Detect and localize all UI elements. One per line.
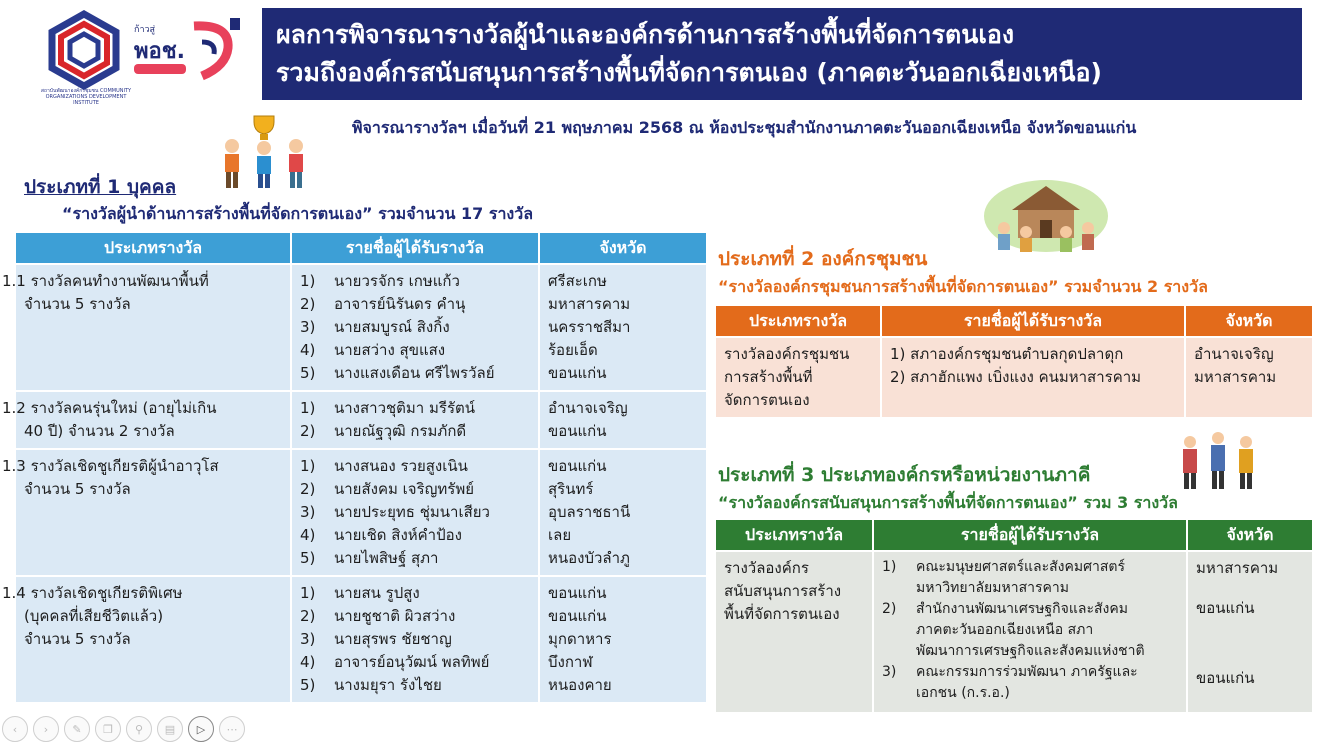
item-number: 2)	[300, 295, 316, 313]
partners-illustration	[1174, 428, 1264, 492]
recipients-cell	[292, 450, 538, 575]
item-number: 2)	[300, 607, 316, 625]
province-cell	[540, 450, 706, 575]
category-1-table	[2, 231, 708, 704]
award-category-cell	[2, 450, 290, 575]
recipient-item	[300, 605, 530, 628]
recipient-name: นายสว่าง สุขแสง	[334, 341, 446, 359]
province-cell	[540, 577, 706, 702]
table-header-row	[716, 306, 1312, 336]
more-icon[interactable]: ⋯	[219, 716, 245, 742]
award-category-line: 1.1 รางวัลคนทำงานพัฒนาพื้นที่	[2, 272, 209, 290]
recipient-item	[300, 547, 530, 570]
recipient-item: 2) สภาฮักแพง เบิ่งแงง คนมหาสารคาม	[890, 368, 1142, 386]
item-number: 5)	[300, 364, 316, 382]
column-header-province: จังหวัด	[1188, 520, 1312, 550]
item-number: 3)	[300, 503, 316, 521]
title-line-2: รวมถึงองค์กรสนับสนุนการสร้างพื้นที่จัดการตนเอง (ภาคตะวันออกเฉียงเหนือ)	[276, 58, 1102, 87]
window-icon[interactable]: ▤	[157, 716, 183, 742]
award-category-line: 1.4 รางวัลเชิดชูเกียรติพิเศษ	[2, 584, 183, 602]
recipient-item	[300, 420, 530, 443]
award-category-cell	[2, 392, 290, 448]
province: ร้อยเอ็ด	[548, 341, 598, 359]
recipient-name-line: คณะมนุษยศาสตร์และสังคมศาสตร์	[916, 559, 1126, 575]
recipient-item	[300, 293, 530, 316]
province: ขอนแก่น	[548, 584, 607, 602]
category-2-title: ประเภทที่ 2 องค์กรชุมชน	[718, 248, 928, 270]
recipient-name: นายเชิด สิงห์คำป้อง	[334, 526, 462, 544]
title-line-1: ผลการพิจารณารางวัลผู้นำและองค์กรด้านการสร้างพื้นที่จัดการตนเอง	[276, 20, 1015, 49]
copy-icon[interactable]: ❐	[95, 716, 121, 742]
item-number: 2)	[300, 422, 316, 440]
recipient-item	[300, 339, 530, 362]
recipients-cell	[292, 265, 538, 390]
recipient-item	[300, 582, 530, 605]
province: มุกดาหาร	[548, 630, 612, 648]
province: อำนาจเจริญ	[548, 399, 628, 417]
recipient-name-line: เอกชน (ก.ร.อ.)	[916, 685, 1010, 701]
award-category-line: จัดการตนเอง	[724, 391, 810, 409]
province-cell	[540, 265, 706, 390]
award-category-cell	[716, 552, 872, 712]
item-number: 2)	[300, 480, 316, 498]
column-header-award-type: ประเภทรางวัล	[716, 520, 872, 550]
recipient-item	[300, 455, 530, 478]
recipient-name: นายวรจักร เกษแก้ว	[334, 272, 460, 290]
title-banner	[262, 8, 1302, 100]
item-number: 1)	[300, 399, 316, 417]
table-row	[16, 392, 706, 448]
item-number: 3)	[882, 664, 897, 680]
item-number: 5)	[300, 676, 316, 694]
video-icon[interactable]: ▷	[188, 716, 214, 742]
pen-icon[interactable]: ✎	[64, 716, 90, 742]
category-1-subtitle: “รางวัลผู้นำด้านการสร้างพื้นที่จัดการตนเอง” รวมจำนวน 17 รางวัล	[62, 204, 534, 223]
recipient-item	[300, 524, 530, 547]
meeting-subtitle: พิจารณารางวัลฯ เมื่อวันที่ 21 พฤษภาคม 2568 ณ ห้องประชุมสำนักงานภาคตะวันออกเฉียงเหนือ จังหวัดขอนแก่น	[352, 118, 1137, 137]
column-header-recipients: รายชื่อผู้ได้รับรางวัล	[292, 233, 538, 263]
recipient-name: นายประยุทธ ชุ่มนาเสียว	[334, 503, 490, 521]
recipient-name: นายสมบูรณ์ สิงกิ้ง	[334, 318, 450, 336]
province: มหาสารคาม	[1194, 368, 1277, 386]
trophy-people-illustration	[214, 112, 314, 192]
recipient-name: อาจารย์นิรันดร คำนุ	[334, 295, 466, 313]
recipient-item	[300, 478, 530, 501]
recipients-cell	[292, 577, 538, 702]
recipient-item	[300, 316, 530, 339]
table-row	[16, 577, 706, 702]
province: บึงกาฬ	[548, 653, 593, 671]
recipient-item: 1) สภาองค์กรชุมชนตำบลกุดปลาดุก	[890, 345, 1124, 363]
award-category-line: รางวัลองค์กร	[724, 559, 809, 577]
recipient-name	[916, 599, 1145, 662]
anniversary-logo	[132, 16, 242, 88]
category-1-title: ประเภทที่ 1 บุคคล	[24, 176, 177, 198]
province: หนองคาย	[548, 676, 612, 694]
item-number: 1)	[882, 559, 897, 575]
province: ขอนแก่น	[548, 364, 607, 382]
item-number: 3)	[300, 630, 316, 648]
province-cell	[1186, 338, 1312, 417]
award-category-line: จำนวน 5 รางวัล	[24, 480, 131, 498]
award-category-cell	[2, 265, 290, 390]
recipient-name: อาจารย์อนุวัฒน์ พลทิพย์	[334, 653, 490, 671]
province: อำนาจเจริญ	[1194, 345, 1274, 363]
province: สุรินทร์	[548, 480, 594, 498]
column-header-award-type: ประเภทรางวัล	[16, 233, 290, 263]
table-row	[16, 265, 706, 390]
column-header-recipients: รายชื่อผู้ได้รับรางวัล	[882, 306, 1184, 336]
recipient-name-line: มหาวิทยาลัยมหาสารคาม	[916, 580, 1069, 596]
column-header-award-type: ประเภทรางวัล	[716, 306, 880, 336]
recipient-item	[300, 501, 530, 524]
province: นครราชสีมา	[548, 318, 631, 336]
recipient-name-line: พัฒนาการเศรษฐกิจและสังคมแห่งชาติ	[916, 643, 1145, 659]
item-number: 1)	[300, 272, 316, 290]
recipient-name: นางสาวชุติมา มรีรัตน์	[334, 399, 475, 417]
column-header-province: จังหวัด	[1186, 306, 1312, 336]
province: มหาสารคาม	[548, 295, 631, 313]
category-2-table	[714, 304, 1314, 419]
award-category-cell	[716, 338, 880, 417]
recipient-item	[882, 662, 1178, 704]
recipient-item	[882, 599, 1178, 662]
recipient-item	[300, 628, 530, 651]
award-category-line: การสร้างพื้นที่	[724, 368, 813, 386]
recipient-item	[882, 557, 1178, 599]
recipient-name: นายสังคม เจริญทรัพย์	[334, 480, 475, 498]
table-header-row	[716, 520, 1312, 550]
item-number: 4)	[300, 526, 316, 544]
recipient-name: นางแสงเดือน ศรีไพรวัลย์	[334, 364, 495, 382]
province: ขอนแก่น	[548, 457, 607, 475]
province-cell	[1188, 552, 1312, 712]
province: ขอนแก่น	[1196, 599, 1255, 617]
award-category-line: จำนวน 5 รางวัล	[24, 295, 131, 313]
recipient-name: นายณัฐวุฒิ กรมภักดี	[334, 422, 467, 440]
recipient-item	[300, 674, 530, 697]
province: เลย	[548, 526, 572, 544]
recipient-name-line: คณะกรรมการร่วมพัฒนา ภาครัฐและ	[916, 664, 1138, 680]
item-number: 1)	[300, 584, 316, 602]
item-number: 5)	[300, 549, 316, 567]
back-icon[interactable]: ‹	[2, 716, 28, 742]
column-header-recipients: รายชื่อผู้ได้รับรางวัล	[874, 520, 1186, 550]
item-number: 2)	[882, 601, 897, 617]
recipient-item	[300, 651, 530, 674]
province: มหาสารคาม	[1196, 559, 1279, 577]
recipient-item	[300, 397, 530, 420]
org-logo	[44, 10, 124, 90]
table-row	[16, 450, 706, 575]
province: ขอนแก่น	[548, 607, 607, 625]
award-category-line: 1.3 รางวัลเชิดชูเกียรติผู้นำอาวุโส	[2, 457, 219, 475]
logo-area	[40, 8, 250, 106]
item-number: 4)	[300, 653, 316, 671]
recipients-cell	[874, 552, 1186, 712]
recipients-cell	[882, 338, 1184, 417]
table-header-row	[16, 233, 706, 263]
forward-icon[interactable]: ›	[33, 716, 59, 742]
recipient-name: นายสน รูปสูง	[334, 584, 420, 602]
award-category-cell	[2, 577, 290, 702]
recipient-name: นางสนอง รวยสูงเนิน	[334, 457, 468, 475]
recipient-name: นางมยุรา รังไชย	[334, 676, 442, 694]
recipient-name	[916, 662, 1138, 704]
category-3-table	[714, 518, 1314, 714]
category-2-subtitle: “รางวัลองค์กรชุมชนการสร้างพื้นที่จัดการตนเอง” รวมจำนวน 2 รางวัล	[718, 277, 1208, 296]
item-number: 4)	[300, 341, 316, 359]
table-row	[716, 338, 1312, 417]
recipient-name: นายไพสิษฐ์ สุภา	[334, 549, 439, 567]
award-category-line: สนับสนุนการสร้าง	[724, 582, 842, 600]
award-category-line: (บุคคลที่เสียชีวิตแล้ว)	[24, 607, 164, 625]
category-3-title: ประเภทที่ 3 ประเภทองค์กรหรือหน่วยงานภาคี	[718, 464, 1091, 486]
svg-text:พอช.: พอช.	[134, 39, 186, 64]
award-category-line: พื้นที่จัดการตนเอง	[724, 605, 840, 623]
province: ขอนแก่น	[1196, 669, 1255, 687]
item-number: 1)	[300, 457, 316, 475]
award-category-line: 1.2 รางวัลคนรุ่นใหม่ (อายุไม่เกิน	[2, 399, 217, 417]
province: หนองบัวลำภู	[548, 549, 630, 567]
village-illustration	[982, 176, 1110, 256]
award-category-line: 40 ปี) จำนวน 2 รางวัล	[24, 422, 175, 440]
award-category-line: จำนวน 5 รางวัล	[24, 630, 131, 648]
category-3-subtitle: “รางวัลองค์กรสนับสนุนการสร้างพื้นที่จัดการตนเอง” รวม 3 รางวัล	[718, 493, 1178, 512]
column-header-province: จังหวัด	[540, 233, 706, 263]
item-number: 3)	[300, 318, 316, 336]
recipient-name-line: ภาคตะวันออกเฉียงเหนือ สภา	[916, 622, 1094, 638]
recipients-cell	[292, 392, 538, 448]
province: ขอนแก่น	[548, 422, 607, 440]
svg-text:ก้าวสู่: ก้าวสู่	[134, 25, 156, 35]
recipient-item	[300, 362, 530, 385]
recipient-name: นายสุรพร ชัยชาญ	[334, 630, 452, 648]
recipient-name: นายชูชาติ ผิวสว่าง	[334, 607, 456, 625]
presentation-toolbar	[2, 716, 245, 742]
province-cell	[540, 392, 706, 448]
recipient-item	[300, 270, 530, 293]
org-logo-text: สถาบันพัฒนาองค์กรชุมชน COMMUNITY ORGANIZATIONS DEVELOPMENT INSTITUTE	[40, 88, 132, 106]
recipient-name	[916, 557, 1125, 599]
recipient-name-line: สำนักงานพัฒนาเศรษฐกิจและสังคม	[916, 601, 1128, 617]
award-category-line: รางวัลองค์กรชุมชน	[724, 345, 850, 363]
province: ศรีสะเกษ	[548, 272, 607, 290]
zoom-icon[interactable]: ⚲	[126, 716, 152, 742]
table-row	[716, 552, 1312, 712]
province: อุบลราชธานี	[548, 503, 631, 521]
